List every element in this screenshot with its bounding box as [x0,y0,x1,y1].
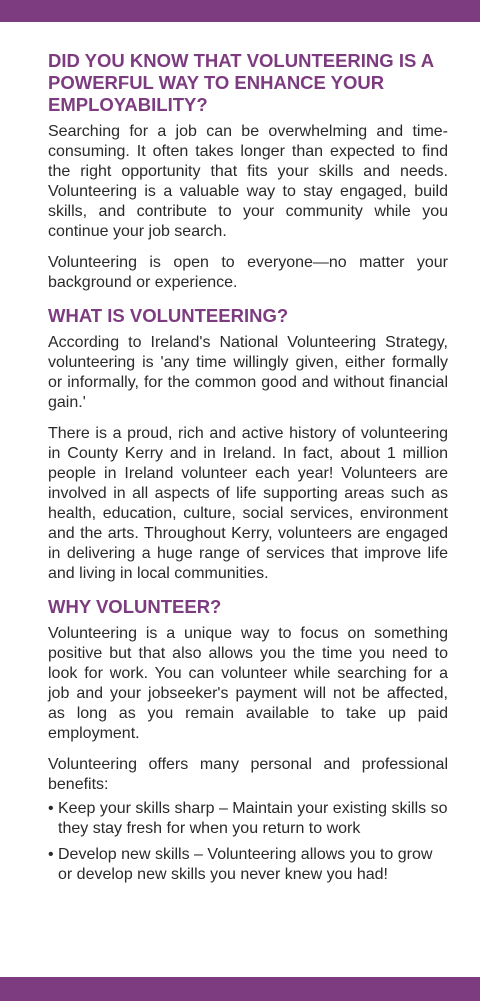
bottom-banner [0,977,480,1001]
list-item [48,799,448,839]
paragraph-definition: According to Ireland's National Volunteering Strategy, volunteering is 'any time willingly given, either formally or informally, for the common good and without financial gain.' [48,334,448,411]
list-item [48,845,448,885]
benefit-skills-sharp: Keep your skills sharp – Maintain your existing skills so they stay fresh for when you return to work [58,800,448,837]
heading-what-is-volunteering: WHAT IS VOLUNTEERING? [48,305,289,326]
heading-why-volunteer: WHY VOLUNTEER? [48,596,222,617]
benefit-new-skills: Develop new skills – Volunteering allows you to grow or develop new skills you never knew you had! [58,846,433,883]
paragraph-unique-way: Volunteering is a unique way to focus on something positive but that also allows you the time you need to look for work. You can volunteer while searching for a job and your jobseeker's payment will not be affected, as long as you remain available to take up paid employment. [48,625,448,742]
paragraph-benefits-intro: Volunteering offers many personal and professional benefits: [48,756,448,793]
section-employability [48,50,448,293]
bullet-icon: • [48,846,54,863]
paragraph-history: There is a proud, rich and active history of volunteering in County Kerry and in Ireland. In fact, about 1 million people in Ireland volunteer each year! Volunteers are involved in all aspects of life supporting areas such as health, education, culture, social services, environment and the arts. Throughout Kerry, volunteers are engaged in delivering a huge range of services that improve life and living in local communities. [48,425,448,582]
section-why-volunteer [48,596,448,885]
paragraph-open-to-everyone: Volunteering is open to everyone—no matter your background or experience. [48,254,448,291]
section-what-is-volunteering [48,305,448,584]
leaflet-content [48,50,448,895]
heading-employability: DID YOU KNOW THAT VOLUNTEERING IS A POWERFUL WAY TO ENHANCE YOUR EMPLOYABILITY? [48,50,434,115]
bullet-icon: • [48,800,54,817]
benefits-list [48,799,448,885]
top-banner [0,0,480,22]
paragraph-job-search: Searching for a job can be overwhelming and time-consuming. It often takes longer than expected to find the right opportunity that fits your skills and needs. Volunteering is a valuable way to stay engaged, build skills, and contribute to your community while you continue your job search. [48,123,448,240]
